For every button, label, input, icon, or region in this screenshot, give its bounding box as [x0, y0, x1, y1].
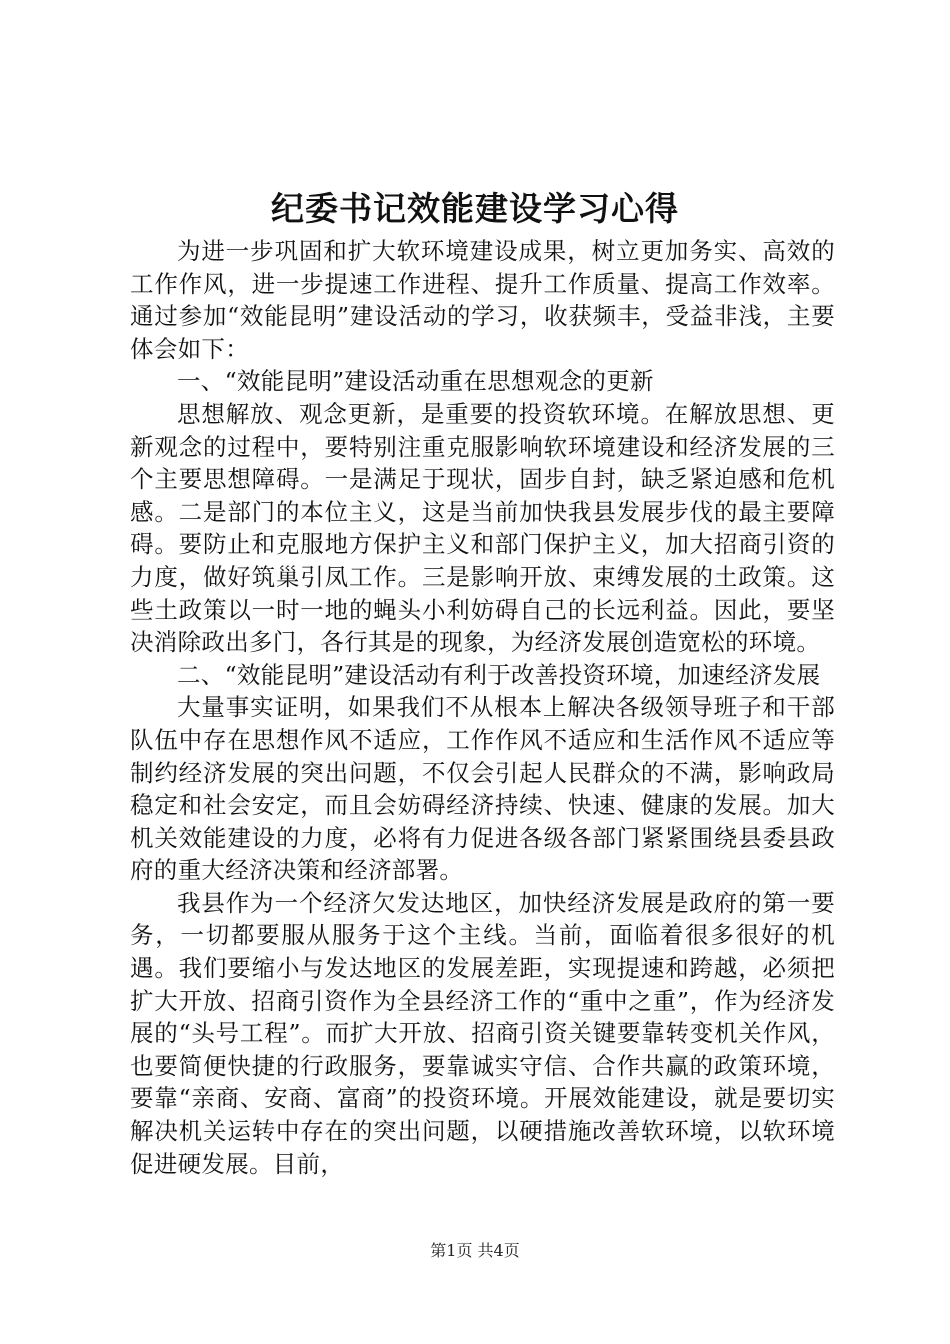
page-number-footer: 第1页 共4页 — [430, 1241, 520, 1260]
body-paragraph: 大量事实证明，如果我们不从根本上解决各级领导班子和干部队伍中存在思想作风不适应，工作作风不适应和生活作风不适应等制约经济发展的突出问题，不仅会引起人民群众的不满，影响政局稳定和社会安定，而且会妨碍经济持续、快速、健康的发展。加大机关效能建设的力度，必将有力促进各级各部门紧紧围绕县委县政府的重大经济决策和经济部署。 — [130, 693, 835, 885]
section-heading-2: 二、“效能昆明”建设活动有利于改善投资环境，加速经济发展 — [177, 660, 821, 689]
document-title: 纪委书记效能建设学习心得 — [271, 189, 679, 228]
section-heading-1: 一、“效能昆明”建设活动重在思想观念的更新 — [177, 367, 654, 396]
body-paragraph: 思想解放、观念更新，是重要的投资软环境。在解放思想、更新观念的过程中，要特别注重克服影响软环境建设和经济发展的三个主要思想障碍。一是满足于现状，固步自封，缺乏紧迫感和危机感。二是部门的本位主义，这是当前加快我县发展步伐的最主要障碍。要防止和克服地方保护主义和部门保护主义，加大招商引资的力度，做好筑巢引凤工作。三是影响开放、束缚发展的土政策。这些土政策以一时一地的蝇头小利妨碍自己的长远利益。因此，要坚决消除政出多门，各行其是的现象，为经济发展创造宽松的环境。 — [130, 399, 835, 657]
body-paragraph: 我县作为一个经济欠发达地区，加快经济发展是政府的第一要务，一切都要服从服务于这个主线。当前，面临着很多很好的机遇。我们要缩小与发达地区的发展差距，实现提速和跨越，必须把扩大开放、招商引资作为全县经济工作的“重中之重”，作为经济发展的“头号工程”。而扩大开放、招商引资关键要靠转变机关作风，也要简便快捷的行政服务，要靠诚实守信、合作共赢的政策环境，要靠“亲商、安商、富商”的投资环境。开展效能建设，就是要切实解决机关运转中存在的突出问题，以硬措施改善软环境，以软环境促进硬发展。目前， — [130, 888, 835, 1178]
intro-paragraph: 为进一步巩固和扩大软环境建设成果，树立更加务实、高效的工作作风，进一步提速工作进程、提升工作质量、提高工作效率。通过参加“效能昆明”建设活动的学习，收获频丰，受益非浅，主要体会如下： — [130, 237, 835, 363]
document-body — [130, 235, 835, 1180]
